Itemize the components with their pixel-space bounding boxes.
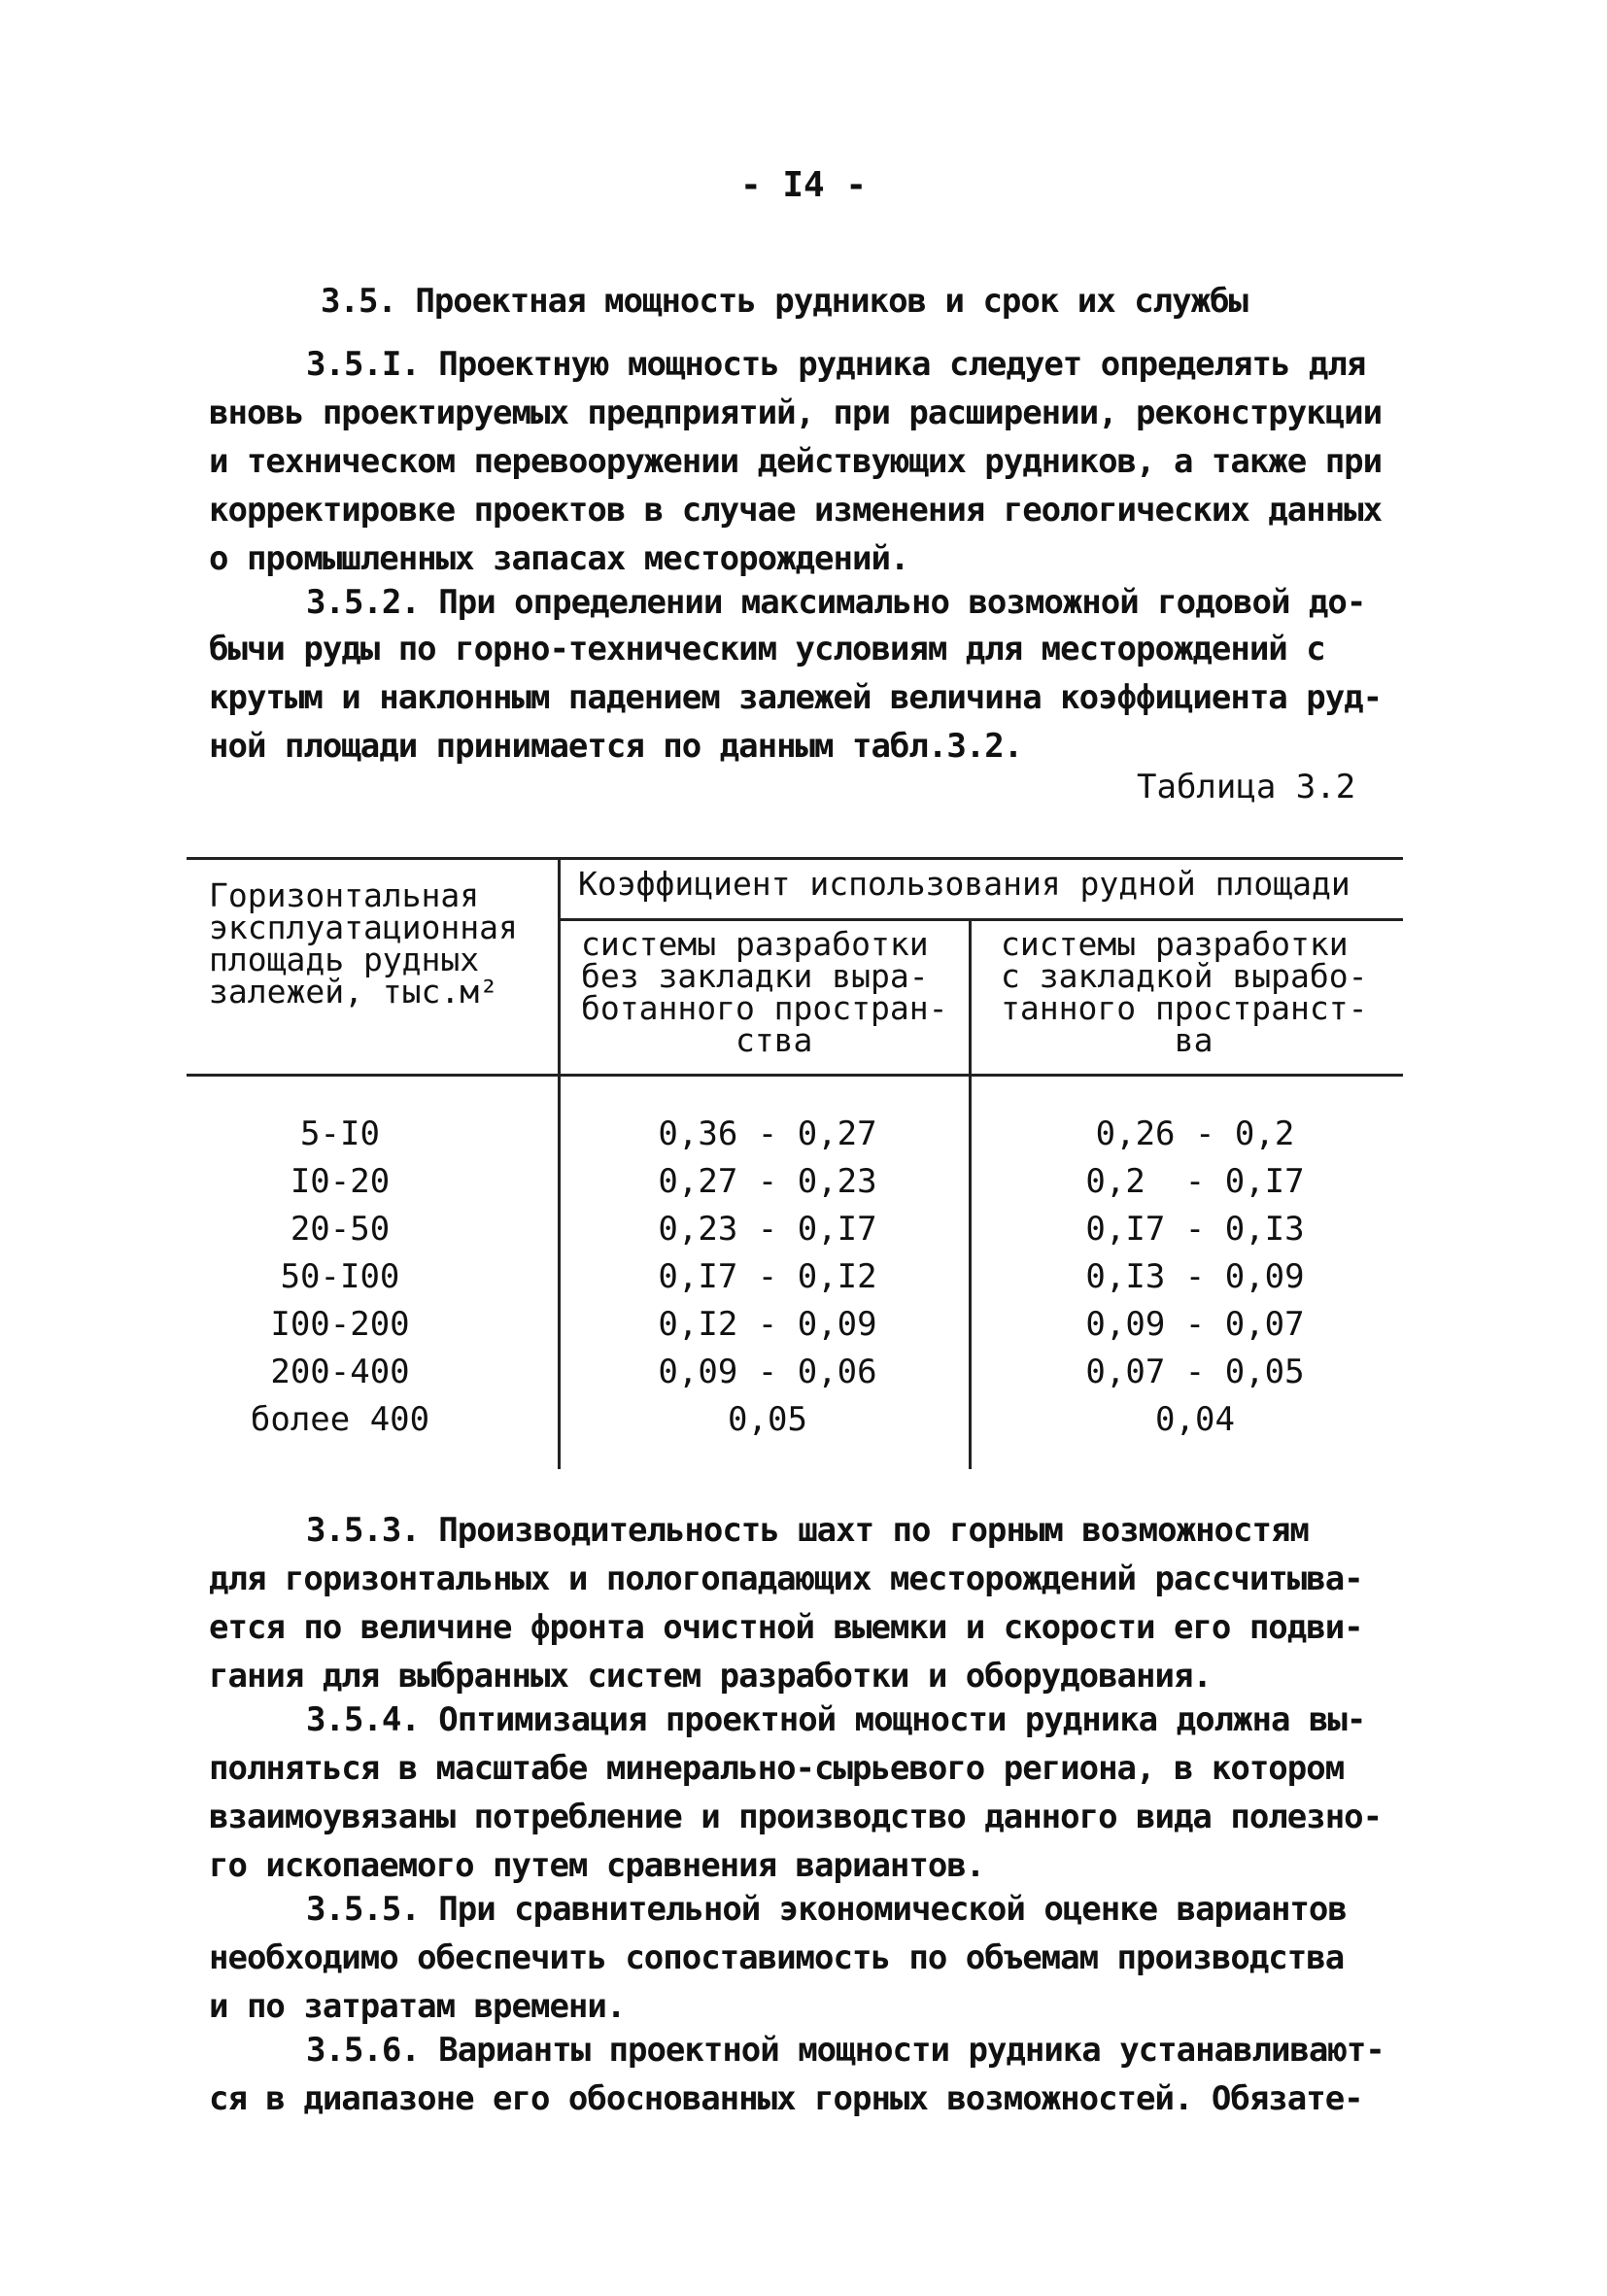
no-fill-cell: 0,36 - 0,27	[658, 1114, 877, 1153]
para-1-line: о промышленных запасах месторождений.	[209, 539, 909, 578]
para-5-line: 3.5.5. При сравнительной экономической оценке вариантов	[306, 1890, 1347, 1929]
no-fill-cell: 0,05	[728, 1400, 807, 1439]
area-cell: 200-400	[270, 1353, 410, 1391]
para-2-line: 3.5.2. При определении максимально возможной годовой до-	[306, 583, 1366, 622]
para-6-line: ся в диапазоне его обоснованных горных возможностей. Обязате-	[209, 2079, 1363, 2118]
para-1-line: 3.5.I. Проектную мощность рудника следует определять для	[306, 345, 1366, 384]
area-cell: 50-I00	[280, 1257, 400, 1296]
para-4-line: го ископаемого путем сравнения вариантов.	[209, 1846, 985, 1885]
para-3-line: для горизонтальных и пологопадающих месторождений рассчитыва-	[209, 1559, 1363, 1598]
para-3-line: гания для выбранных систем разработки и оборудования.	[209, 1657, 1212, 1696]
para-2-line: крутым и наклонным падением залежей величина коэффициента руд-	[209, 678, 1383, 717]
group-header: Коэффициент использования рудной площади	[578, 865, 1351, 903]
no-fill-cell: 0,I2 - 0,09	[658, 1305, 877, 1344]
no-fill-cell: 0,23 - 0,I7	[658, 1210, 877, 1249]
para-1-line: корректировке проектов в случае изменения геологических данных	[209, 491, 1383, 530]
area-cell: 5-I0	[300, 1114, 380, 1153]
with-fill-cell: 0,04	[1155, 1400, 1235, 1439]
col-no-fill-header: системы разработки без закладки выра- ботанного простран- ства	[581, 925, 948, 1059]
table-caption: Таблица 3.2	[1137, 768, 1356, 806]
para-3-line: ется по величине фронта очистной выемки и скорости его подви-	[209, 1608, 1363, 1647]
with-fill-cell: 0,26 - 0,2	[1095, 1114, 1295, 1153]
page-number: - I4 -	[739, 165, 868, 205]
para-1-line: и техническом перевооружении действующих рудников, а также при	[209, 442, 1383, 481]
para-5-line: и по затратам времени.	[209, 1987, 626, 2026]
section-heading: 3.5. Проектная мощность рудников и срок их службы	[321, 282, 1248, 321]
with-fill-cell: 0,I3 - 0,09	[1085, 1257, 1305, 1296]
para-2-line: ной площади принимается по данным табл.3.2.	[209, 727, 1023, 766]
para-5-line: необходимо обеспечить сопоставимость по объемам производства	[209, 1938, 1345, 1977]
no-fill-cell: 0,27 - 0,23	[658, 1162, 877, 1201]
area-cell: I00-200	[270, 1305, 410, 1344]
table-col-divider	[969, 918, 972, 1469]
with-fill-cell: 0,I7 - 0,I3	[1085, 1210, 1305, 1249]
no-fill-cell: 0,I7 - 0,I2	[658, 1257, 877, 1296]
col-area-header: Горизонтальная эксплуатационная площадь рудных залежей, тыс.м²	[209, 876, 518, 1011]
para-4-line: полняться в масштабе минерально-сырьевого региона, в котором	[209, 1749, 1345, 1788]
para-4-line: 3.5.4. Оптимизация проектной мощности рудника должна вы-	[306, 1700, 1366, 1739]
with-fill-cell: 0,2 - 0,I7	[1085, 1162, 1305, 1201]
col-with-fill-header: системы разработки с закладкой вырабо- танного пространст- ва	[1001, 925, 1368, 1059]
table-header-rule	[187, 1074, 1403, 1077]
with-fill-cell: 0,09 - 0,07	[1085, 1305, 1305, 1344]
area-cell: более 400	[250, 1400, 430, 1439]
para-1-line: вновь проектируемых предприятий, при расширении, реконструкции	[209, 394, 1383, 432]
no-fill-cell: 0,09 - 0,06	[658, 1353, 877, 1391]
para-6-line: 3.5.6. Варианты проектной мощности рудника устанавливают-	[306, 2031, 1385, 2070]
para-2-line: бычи руды по горно-техническим условиям для месторождений с	[209, 630, 1325, 668]
table-top-rule	[187, 857, 1403, 860]
with-fill-cell: 0,07 - 0,05	[1085, 1353, 1305, 1391]
table-col-divider	[558, 857, 561, 1469]
para-4-line: взаимоувязаны потребление и производство данного вида полезно-	[209, 1798, 1383, 1836]
para-3-line: 3.5.3. Производительность шахт по горным возможностям	[306, 1511, 1309, 1550]
area-cell: I0-20	[290, 1162, 391, 1201]
area-cell: 20-50	[290, 1210, 391, 1249]
table-group-rule	[560, 918, 1403, 921]
